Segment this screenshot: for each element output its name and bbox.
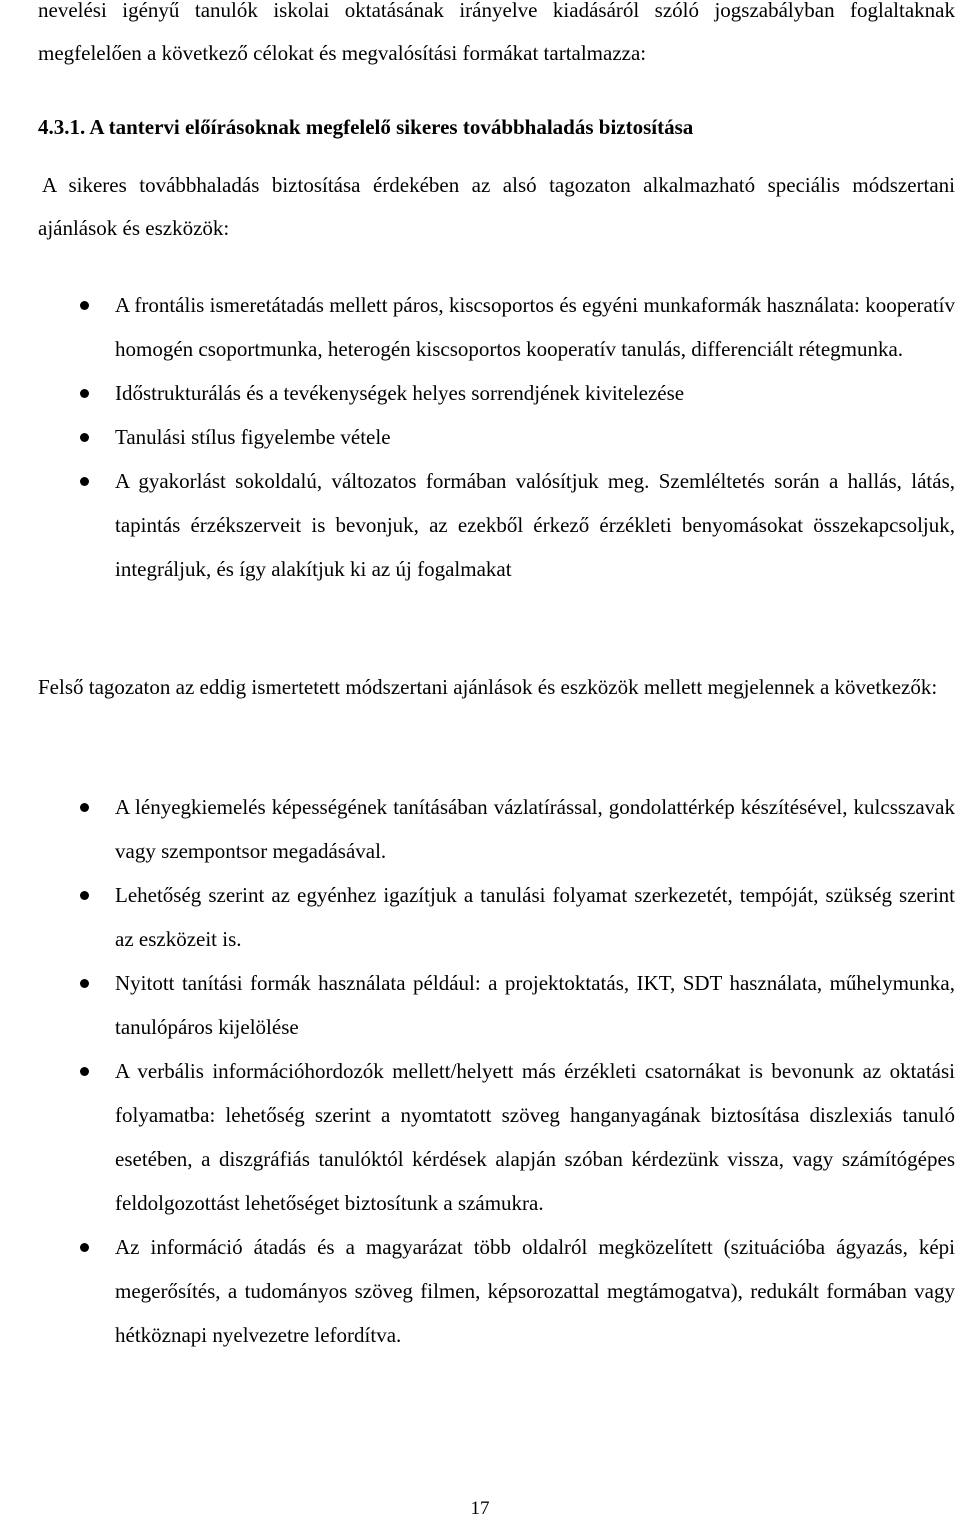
section-heading: 4.3.1. A tantervi előírásoknak megfelelő sikeres továbbhaladás biztosítása <box>38 115 694 139</box>
list-item-text: Időstrukturálás és a tevékenységek helyes sorrendjének kivitelezése <box>115 381 685 405</box>
list-item <box>0 283 955 371</box>
list-item-text: Lehetőség szerint az egyénhez igazítjuk a tanulási folyamat szerkezetét, tempóját, szükség szerint az eszközeit is. <box>115 883 955 951</box>
bullet-icon <box>80 979 89 988</box>
list-item-text: A lényegkiemelés képességének tanításában vázlatírással, gondolattérkép készítésével, kulcsszavak vagy szempontsor megadásával. <box>115 795 955 863</box>
list-item <box>0 961 955 1049</box>
list-item-text: Az információ átadás és a magyarázat több oldalról megközelített (szituációba ágyazás, képi megerősítés, a tudományos szöveg filmen, képsorozattal megtámogatva), redukált formában vagy hétköznapi nyelvezetre lefordítva. <box>115 1235 955 1347</box>
list-item <box>0 415 955 459</box>
list-item <box>0 1225 955 1357</box>
list-item <box>0 873 955 961</box>
bullet-icon <box>80 1243 89 1252</box>
bullet-icon <box>80 433 89 442</box>
list-item-text: A frontális ismeretátadás mellett páros, kiscsoportos és egyéni munkaformák használata: kooperatív homogén csoportmunka, heterogén kiscsoportos kooperatív tanulás, differenciált rétegmunka. <box>115 293 955 361</box>
bullet-icon <box>80 891 89 900</box>
list-item-text: A gyakorlást sokoldalú, változatos formában valósítjuk meg. Szemléltetés során a hallás, látás, tapintás érzékszerveit is bevonjuk, az ezekből érkező érzékleti benyomásokat összekapcsoljuk, integráljuk, és így alakítjuk ki az új fogalmakat <box>115 469 955 581</box>
upper-grade-method-list <box>0 785 955 1357</box>
lower-grade-lead-text: A sikeres továbbhaladás biztosítása érdekében az alsó tagozaton alkalmazható speciális módszertani ajánlások és eszközök: <box>38 173 955 240</box>
bullet-icon <box>80 477 89 486</box>
page-number: 17 <box>470 1498 490 1519</box>
list-item <box>0 785 955 873</box>
list-item-text: Tanulási stílus figyelembe vétele <box>115 425 391 449</box>
lower-grade-method-list <box>0 283 955 591</box>
upper-grade-lead-paragraph: Felső tagozaton az eddig ismertetett módszertani ajánlások és eszközök mellett megjelennek a következők: <box>38 675 938 699</box>
list-item <box>0 459 955 591</box>
list-item <box>0 371 955 415</box>
list-item <box>0 1049 955 1225</box>
list-item-text: A verbális információhordozók mellett/helyett más érzékleti csatornákat is bevonunk az oktatási folyamatba: lehetőség szerint a nyomtatott szöveg hanganyagának biztosítása diszlexiás tanuló esetében, a diszgráfiás tanulóktól kérdések alapján szóban kérdezünk vissza, vagy számítógépes feldolgozottást lehetőséget biztosítunk a számukra. <box>115 1059 955 1215</box>
bullet-icon <box>80 803 89 812</box>
list-item-text: Nyitott tanítási formák használata például: a projektoktatás, IKT, SDT használata, műhelymunka, tanulópáros kijelölése <box>115 971 955 1039</box>
lower-grade-lead-paragraph <box>38 164 955 250</box>
bullet-icon <box>80 1067 89 1076</box>
bullet-icon <box>80 389 89 398</box>
bullet-icon <box>80 301 89 310</box>
intro-paragraph: nevelési igényű tanulók iskolai oktatásának irányelve kiadásáról szóló jogszabályban foglaltaknak megfelelően a következő célokat és megvalósítási formákat tartalmazza: <box>38 0 955 65</box>
